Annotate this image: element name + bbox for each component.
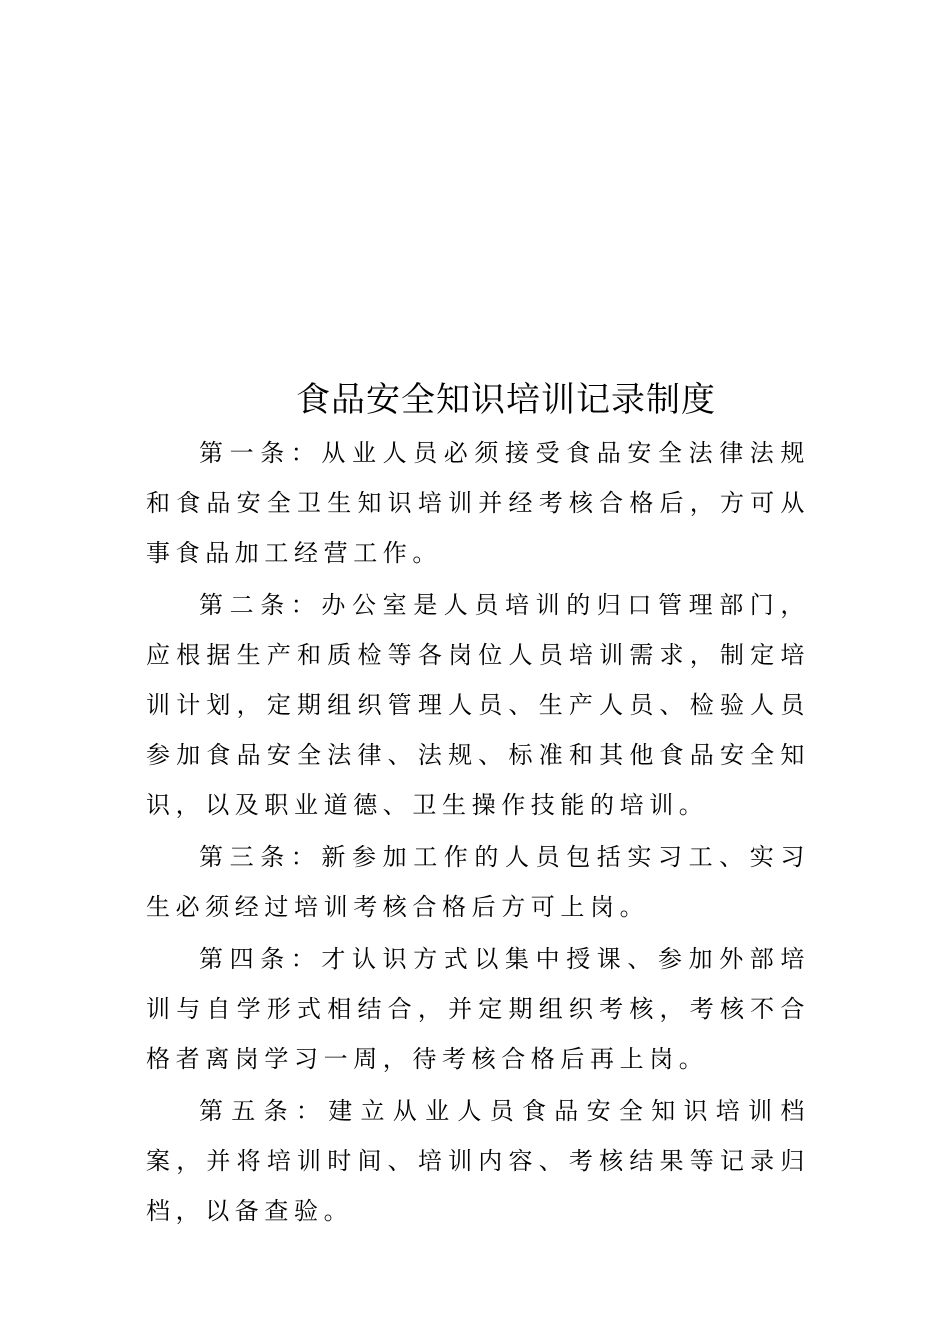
article-5: 第五条：建立从业人员食品安全知识培训档案，并将培训时间、培训内容、考核结果等记录归档，以备查验。 [146, 1097, 810, 1225]
article-3: 第三条：新参加工作的人员包括实习工、实习生必须经过培训考核合格后方可上岗。 [146, 843, 810, 921]
document-body [146, 428, 810, 1238]
document-title: 食品安全知识培训记录制度 [296, 380, 716, 420]
article-2: 第二条：办公室是人员培训的归口管理部门，应根据生产和质检等各岗位人员培训需求，制定培训计划，定期组织管理人员、生产人员、检验人员参加食品安全法律、法规、标准和其他食品安全知识，以及职业道德、卫生操作技能的培训。 [146, 591, 810, 819]
article-4: 第四条：才认识方式以集中授课、参加外部培训与自学形式相结合，并定期组织考核，考核不合格者离岗学习一周，待考核合格后再上岗。 [146, 945, 810, 1073]
article-1: 第一条：从业人员必须接受食品安全法律法规和食品安全卫生知识培训并经考核合格后，方可从事食品加工经营工作。 [146, 439, 810, 567]
